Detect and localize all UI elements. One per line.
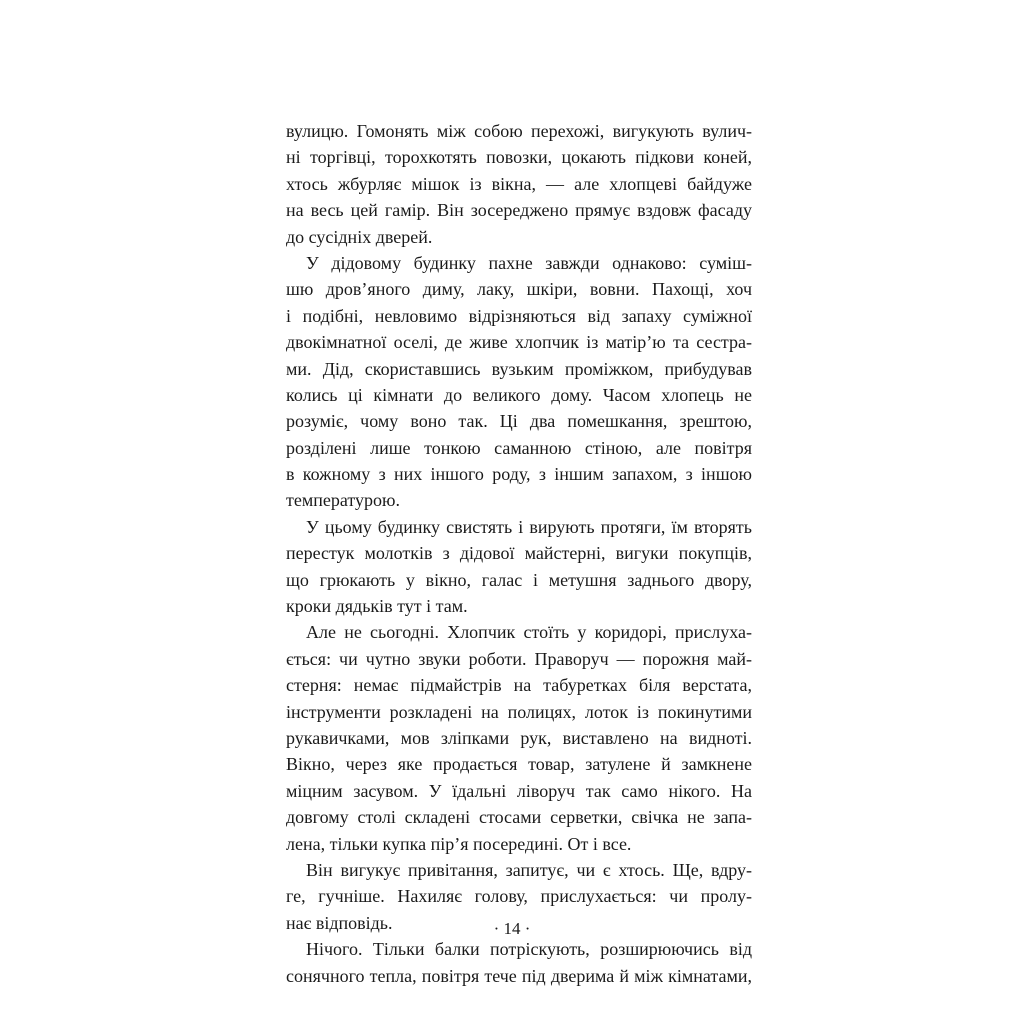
text-line: ге, гучніше. Нахиляє голову, прислухається: чи пролу-: [286, 886, 752, 907]
text-line: вулицю. Гомонять між собою перехожі, вигукують вулич-: [286, 121, 752, 141]
paragraph: [286, 250, 752, 514]
body-text: [286, 118, 752, 989]
text-line: ється: чи чутно звуки роботи. Праворуч — порожня май-: [286, 648, 752, 669]
paragraph: [286, 514, 752, 620]
text-line: розуміє, чому воно так. Ці два помешкання, зрештою,: [286, 411, 752, 432]
text-line: міцним засувом. У їдальні ліворуч так само нікого. На: [286, 780, 752, 801]
page-number: · 14 ·: [493, 919, 531, 938]
text-line: в кожному з них іншого роду, з іншим запахом, з іншою: [286, 464, 752, 485]
text-line: ми. Дід, скориставшись вузьким проміжком, прибудував: [286, 358, 752, 379]
text-line: перестук молотків з дідової майстерні, вигуки покупців,: [286, 543, 752, 564]
text-line: Він вигукує привітання, запитує, чи є хтось. Ще, вдру-: [306, 859, 752, 880]
text-line: довгому столі складені стосами серветки, свічка не запа-: [286, 807, 752, 828]
text-line: лена, тільки купка пір’я посередині. От і все.: [286, 833, 632, 854]
text-line: стерня: немає підмайстрів на табуретках біля верстата,: [286, 675, 752, 696]
text-line: температурою.: [286, 490, 400, 511]
text-line: колись ці кімнати до великого дому. Часом хлопець не: [286, 384, 752, 405]
paragraph: [286, 118, 752, 250]
text-line: Але не сьогодні. Хлопчик стоїть у коридорі, прислуха-: [306, 622, 752, 643]
text-line: що грюкають у вікно, галас і метушня заднього двору,: [286, 569, 752, 590]
text-line: шю дров’яного диму, лаку, шкіри, вовни. Пахощі, хоч: [286, 279, 752, 300]
paragraph: [286, 619, 752, 857]
text-line: Вікно, через яке продається товар, затулене й замкнене: [286, 754, 752, 775]
paragraph: [286, 936, 752, 989]
text-line: рукавичками, мов зліпками рук, виставлено на видноті.: [286, 727, 752, 748]
text-line: У дідовому будинку пахне завжди однаково: суміш-: [306, 252, 752, 273]
text-line: інструменти розкладені на полицях, лоток із покинутими: [286, 701, 752, 722]
text-line: і подібні, невловимо відрізняються від запаху суміжної: [286, 305, 752, 326]
text-line: нає відповідь.: [286, 912, 393, 933]
text-line: розділені лише тонкою саманною стіною, але повітря: [286, 437, 752, 458]
text-line: хтось жбурляє мішок із вікна, — але хлопцеві байдуже: [286, 173, 752, 194]
text-line: ні торгівці, торохкотять повозки, цокають підкови коней,: [286, 147, 752, 168]
text-line: сонячного тепла, повітря тече під дверима й між кімнатами,: [286, 965, 752, 986]
text-line: на весь цей гамір. Він зосереджено прямує вздовж фасаду: [286, 200, 752, 221]
text-line: кроки дядьків тут і там.: [286, 596, 468, 617]
text-line: У цьому будинку свистять і вирують протяги, їм вторять: [306, 516, 752, 537]
text-line: Нічого. Тільки балки потріскують, розширюючись від: [306, 939, 752, 960]
text-line: до сусідніх дверей.: [286, 226, 433, 247]
text-line: двокімнатної оселі, де живе хлопчик із матір’ю та сестра-: [286, 332, 752, 353]
